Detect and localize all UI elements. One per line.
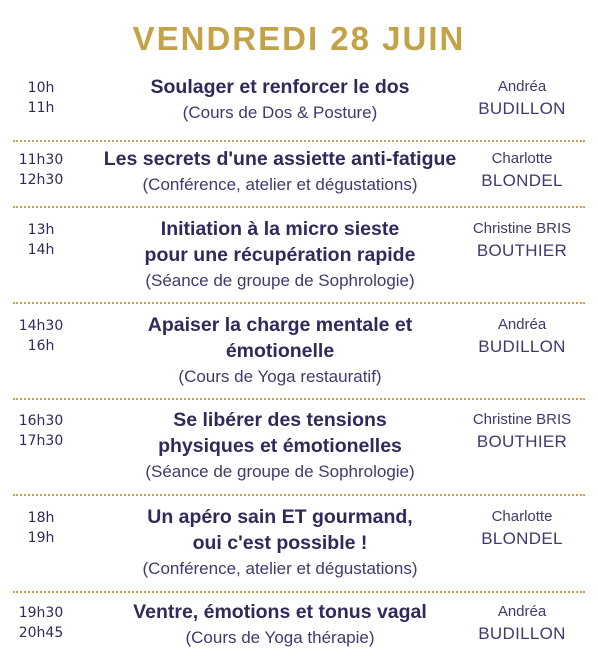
session-title-line-2: émotionelle (225, 340, 335, 362)
speaker-first-line: Andréa (497, 78, 547, 95)
session-speaker (458, 148, 586, 192)
page-title: VENDREDI 28 JUIN (132, 20, 466, 57)
start-time: 14h30 (18, 318, 64, 334)
session-title-line-1: Initiation à la micro sieste (160, 218, 400, 240)
session-speaker (458, 218, 586, 262)
end-time: 16h (27, 338, 55, 354)
start-time: 10h (27, 80, 55, 96)
session-subtitle: (Séance de groupe de Sophrologie) (145, 462, 415, 481)
speaker-second-line: BLONDEL (481, 529, 563, 548)
session-times (12, 411, 70, 451)
dotted-separator (13, 398, 585, 400)
speaker-second-line: BUDILLON (478, 337, 566, 356)
dotted-separator (13, 140, 585, 142)
speaker-second-line: BLONDEL (481, 171, 563, 190)
session-title-line-1: Apaiser la charge mentale et (147, 314, 413, 336)
session-info (70, 599, 490, 651)
dotted-separator (13, 206, 585, 208)
session-subtitle: (Conférence, atelier et dégustations) (142, 559, 418, 578)
speaker-first-line: Andréa (497, 316, 547, 333)
speaker-first-line: Charlotte (491, 508, 553, 525)
session-speaker (458, 506, 586, 550)
session-times (12, 150, 70, 190)
end-time: 12h30 (18, 172, 64, 188)
dotted-separator (13, 591, 585, 593)
end-time: 17h30 (18, 433, 64, 449)
end-time: 11h (27, 100, 55, 116)
start-time: 11h30 (18, 152, 64, 168)
end-time: 14h (27, 242, 55, 258)
session-info (70, 216, 490, 294)
session-subtitle: (Cours de Dos & Posture) (182, 103, 378, 122)
session-title-line-2: physiques et émotionelles (158, 435, 402, 457)
speaker-first-line: Christine BRIS (472, 411, 572, 428)
session-times (12, 220, 70, 260)
dotted-separator (13, 302, 585, 304)
session-title-line-2: pour une récupération rapide (144, 244, 416, 266)
session-info (70, 407, 490, 485)
session-info (70, 74, 490, 126)
session-info (70, 146, 490, 198)
speaker-first-line: Christine BRIS (472, 220, 572, 237)
start-time: 18h (27, 510, 55, 526)
session-speaker (458, 314, 586, 358)
session-subtitle: (Conférence, atelier et dégustations) (142, 175, 418, 194)
session-times (12, 508, 70, 548)
speaker-second-line: BOUTHIER (476, 241, 568, 260)
session-times (12, 603, 70, 643)
dotted-separator (13, 494, 585, 496)
start-time: 19h30 (18, 605, 64, 621)
session-speaker (458, 601, 586, 645)
speaker-first-line: Andréa (497, 603, 547, 620)
session-title: Les secrets d'une assiette anti-fatigue (103, 148, 457, 170)
speaker-second-line: BUDILLON (478, 624, 566, 643)
speaker-second-line: BOUTHIER (476, 432, 568, 451)
session-info (70, 504, 490, 582)
start-time: 13h (27, 222, 55, 238)
end-time: 19h (27, 530, 55, 546)
session-speaker (458, 76, 586, 120)
session-title: Soulager et renforcer le dos (150, 76, 410, 98)
session-title-line-1: Un apéro sain ET gourmand, (147, 506, 413, 528)
session-title-line-1: Se libérer des tensions (173, 409, 387, 431)
speaker-first-line: Charlotte (491, 150, 553, 167)
end-time: 20h45 (18, 625, 64, 641)
session-title-line-2: oui c'est possible ! (192, 532, 368, 554)
session-times (12, 78, 70, 118)
session-info (70, 312, 490, 390)
session-subtitle: (Cours de Yoga restauratif) (178, 367, 382, 386)
speaker-second-line: BUDILLON (478, 99, 566, 118)
session-title: Ventre, émotions et tonus vagal (133, 601, 427, 623)
start-time: 16h30 (18, 413, 64, 429)
session-subtitle: (Séance de groupe de Sophrologie) (145, 271, 415, 290)
session-subtitle: (Cours de Yoga thérapie) (185, 628, 375, 647)
session-speaker (458, 409, 586, 453)
session-times (12, 316, 70, 356)
